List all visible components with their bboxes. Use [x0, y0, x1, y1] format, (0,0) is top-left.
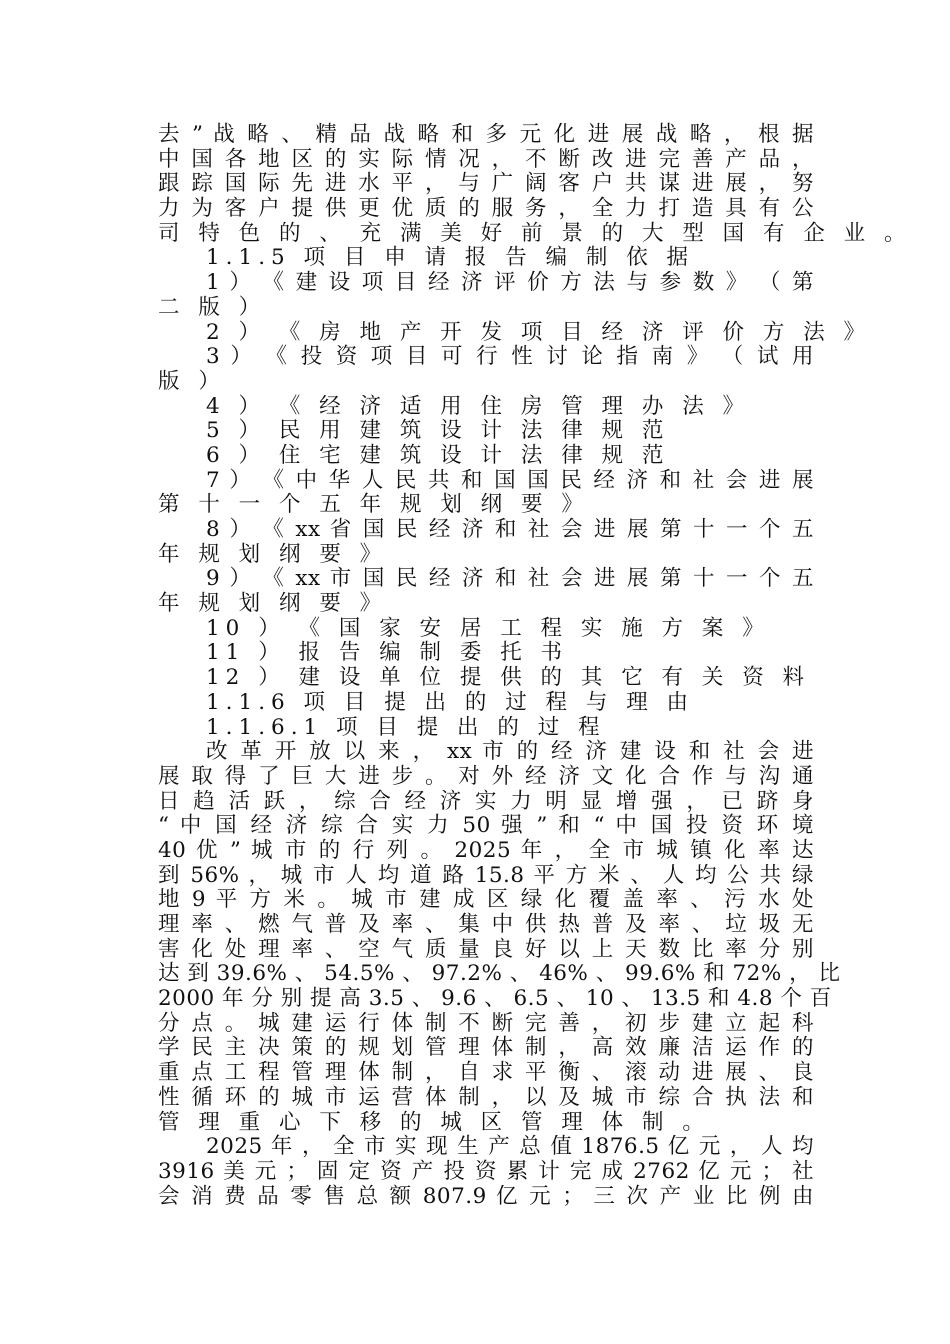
text-line: 12 ） 建 设 单 位 提 供 的 其 它 有 关 资 料 — [206, 665, 811, 691]
text-line: 理 率 、 燃 气 普 及 率 、 集 中 供 热 普 及 率 、 垃 圾 无 — [158, 912, 814, 937]
text-line: “ 中 国 经 济 综 合 实 力 50 强 ” 和 “ 中 国 投 资 环 境 — [158, 813, 814, 839]
text-line: 年 规 划 纲 要 》 — [158, 591, 388, 617]
text-line: 司 特 色 的 、 充 满 美 好 前 景 的 大 型 国 有 企 业 。 — [158, 220, 912, 246]
text-line: 版 ） — [158, 368, 226, 394]
text-line: 地 9 平 方 米 。 城 市 建 成 区 绿 化 覆 盖 率 、 污 水 处 — [158, 887, 814, 913]
text-line: 中 国 各 地 区 的 实 际 情 况 ， 不 断 改 进 完 善 产 品 ， — [158, 146, 814, 172]
text-line: 3 ） 《 投 资 项 目 可 行 性 讨 论 指 南 》 （ 试 用 — [206, 344, 814, 370]
text-line: 7 ） 《 中 华 人 民 共 和 国 国 民 经 济 和 社 会 进 展 — [206, 467, 814, 493]
text-line: 10 ） 《 国 家 安 居 工 程 实 施 方 案 》 — [206, 615, 770, 641]
text-line: 2000 年 分 别 提 高 3.5 、 9.6 、 6.5 、 10 、 13.5 和 4.8 个 百 — [158, 986, 832, 1012]
text-line: 到 56% ， 城 市 人 均 道 路 15.8 平 方 米 、 人 均 公 共 绿 — [158, 862, 814, 888]
text-line: 11 ） 报 告 编 制 委 托 书 — [206, 640, 569, 666]
document-page — [158, 122, 912, 1209]
text-line: 9 ） 《 xx 市 国 民 经 济 和 社 会 进 展 第 十 一 个 五 — [206, 566, 814, 592]
text-line: 40 优 ” 城 市 的 行 列 。 2025 年 ， 全 市 城 镇 化 率 达 — [158, 837, 814, 863]
text-line: 会 消 费 品 零 售 总 额 807.9 亿 元 ； 三 次 产 业 比 例 由 — [158, 1183, 814, 1209]
text-line: 性 循 环 的 城 市 运 营 体 制 ， 以 及 城 市 综 合 执 法 和 — [158, 1084, 814, 1110]
text-line: 1.1.5 项 目 申 请 报 告 编 制 依 据 — [206, 245, 695, 271]
text-line: 4 ） 《 经 济 适 用 住 房 管 理 办 法 》 — [206, 393, 751, 419]
text-line: 6 ） 住 宅 建 筑 设 计 法 律 规 范 — [206, 442, 670, 468]
text-line: 去 ” 战 略 、 精 品 战 略 和 多 元 化 进 展 战 略 ， 根 据 — [158, 122, 814, 147]
text-line: 改 革 开 放 以 来 ， xx 市 的 经 济 建 设 和 社 会 进 — [206, 739, 814, 765]
text-line: 二 版 ） — [158, 294, 267, 320]
text-line: 重 点 工 程 管 理 体 制 ， 自 求 平 衡 、 滚 动 进 展 、 良 — [158, 1060, 814, 1086]
text-line: 力 为 客 户 提 供 更 优 质 的 服 务 ， 全 力 打 造 具 有 公 — [158, 196, 814, 222]
text-line: 展 取 得 了 巨 大 进 步 。 对 外 经 济 文 化 合 作 与 沟 通 — [158, 763, 814, 789]
text-line: 害 化 处 理 率 、 空 气 质 量 良 好 以 上 天 数 比 率 分 别 — [158, 936, 814, 962]
text-line: 8 ） 《 xx 省 国 民 经 济 和 社 会 进 展 第 十 一 个 五 — [206, 517, 814, 542]
text-line: 1.1.6 项 目 提 出 的 过 程 与 理 由 — [206, 689, 695, 715]
text-line: 第 十 一 个 五 年 规 划 纲 要 》 — [158, 492, 589, 518]
text-line: 学 民 主 决 策 的 规 划 管 理 体 制 ， 高 效 廉 洁 运 作 的 — [158, 1035, 814, 1061]
text-line: 3916 美 元 ； 固 定 资 产 投 资 累 计 完 成 2762 亿 元 ； 社 — [158, 1158, 814, 1184]
text-line: 分 点 。 城 建 运 行 体 制 不 断 完 善 ， 初 步 建 立 起 科 — [158, 1010, 814, 1036]
text-line: 年 规 划 纲 要 》 — [158, 541, 388, 567]
text-line: 2 ） 《 房 地 产 开 发 项 目 经 济 评 价 方 法 》 — [206, 319, 872, 345]
text-line: 管 理 重 心 下 移 的 城 区 管 理 体 制 。 — [158, 1109, 710, 1135]
text-line: 跟 踪 国 际 先 进 水 平 ， 与 广 阔 客 户 共 谋 进 展 ， 努 — [158, 171, 814, 197]
text-line: 2025 年 ， 全 市 实 现 生 产 总 值 1876.5 亿 元 ， 人 均 — [206, 1134, 814, 1160]
text-line: 1 ） 《 建 设 项 目 经 济 评 价 方 法 与 参 数 》 （ 第 — [206, 270, 814, 296]
text-line: 5 ） 民 用 建 筑 设 计 法 律 规 范 — [206, 418, 670, 444]
text-line: 达 到 39.6% 、 54.5% 、 97.2% 、 46% 、 99.6% 和 72% ， 比 — [158, 961, 841, 987]
text-line: 日 趋 活 跃 ， 综 合 经 济 实 力 明 显 增 强 ， 已 跻 身 — [158, 788, 814, 814]
text-line: 1.1.6.1 项 目 提 出 的 过 程 — [206, 714, 606, 740]
